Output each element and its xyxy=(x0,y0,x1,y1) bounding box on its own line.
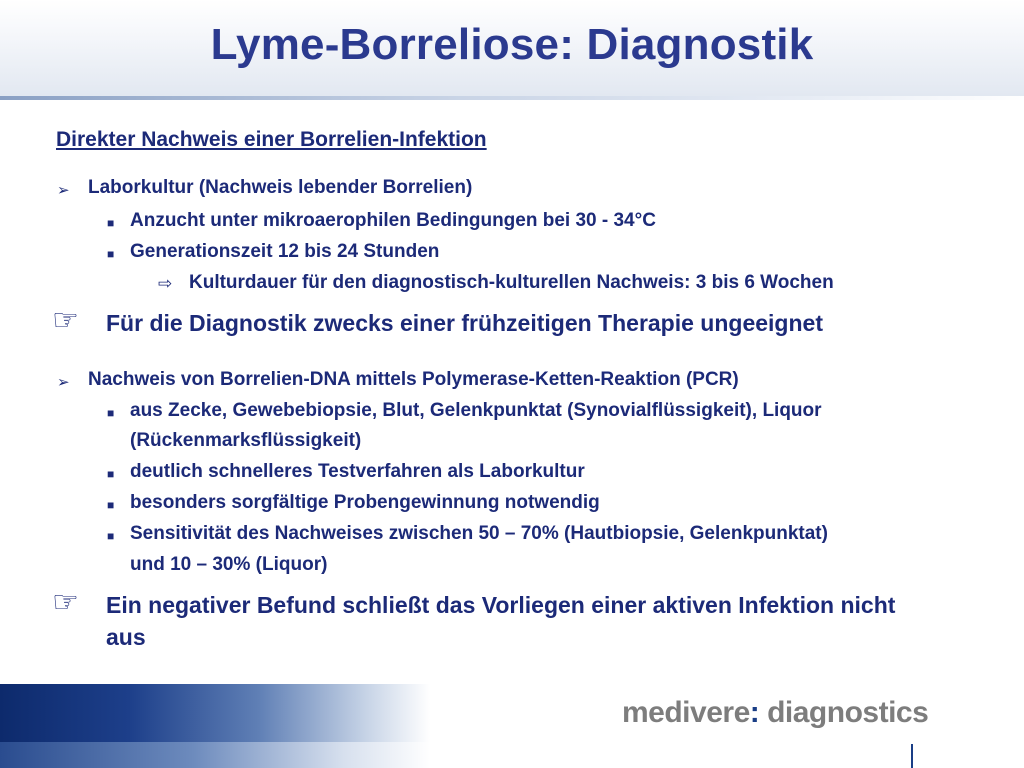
bullet-anzucht: Anzucht unter mikroaerophilen Bedingungen bei 30 - 34°C xyxy=(130,210,656,231)
logo-separator: : xyxy=(749,696,760,729)
note-negativer-befund-cont: aus xyxy=(106,624,146,650)
hollow-arrow-icon: ⇨ xyxy=(158,274,173,293)
arrowhead-icon: ➢ xyxy=(57,374,70,391)
bullet-sensitivitaet-cont: und 10 – 30% (Liquor) xyxy=(130,554,328,575)
arrowhead-icon: ➢ xyxy=(57,182,70,199)
note-ungeeignet: Für die Diagnostik zwecks einer frühzeitigen Therapie ungeeignet xyxy=(106,310,823,336)
footer-divider xyxy=(911,744,913,768)
square-bullet-icon: ■ xyxy=(107,498,115,512)
company-logo xyxy=(622,696,928,730)
pointing-hand-icon: ☞ xyxy=(52,304,79,337)
bullet-probenmaterial-cont: (Rückenmarksflüssigkeit) xyxy=(130,430,362,451)
header-divider xyxy=(0,96,1024,100)
bullet-generationszeit: Generationszeit 12 bis 24 Stunden xyxy=(130,241,440,262)
bullet-kulturdauer: Kulturdauer für den diagnostisch-kulturellen Nachweis: 3 bis 6 Wochen xyxy=(189,272,834,293)
bullet-schneller: deutlich schnelleres Testverfahren als Laborkultur xyxy=(130,461,585,482)
square-bullet-icon: ■ xyxy=(107,529,115,543)
logo-part2: diagnostics xyxy=(759,696,929,729)
square-bullet-icon: ■ xyxy=(107,216,115,230)
bullet-probenmaterial: aus Zecke, Gewebebiopsie, Blut, Gelenkpunktat (Synovialflüssigkeit), Liquor xyxy=(130,400,822,421)
footer-band-lower xyxy=(0,742,430,768)
bullet-pcr: Nachweis von Borrelien-DNA mittels Polymerase-Ketten-Reaktion (PCR) xyxy=(88,369,739,390)
logo-part1: medivere xyxy=(622,696,750,729)
section-heading: Direkter Nachweis einer Borrelien-Infektion xyxy=(56,128,487,151)
pointing-hand-icon: ☞ xyxy=(52,586,79,619)
bullet-probengewinnung: besonders sorgfältige Probengewinnung notwendig xyxy=(130,492,600,513)
bullet-laborkultur: Laborkultur (Nachweis lebender Borrelien) xyxy=(88,177,473,198)
square-bullet-icon: ■ xyxy=(107,467,115,481)
square-bullet-icon: ■ xyxy=(107,247,115,261)
footer-band xyxy=(0,684,430,742)
square-bullet-icon: ■ xyxy=(107,406,115,420)
bullet-sensitivitaet: Sensitivität des Nachweises zwischen 50 – 70% (Hautbiopsie, Gelenkpunktat) xyxy=(130,523,828,544)
slide-title: Lyme-Borreliose: Diagnostik xyxy=(210,20,814,69)
note-negativer-befund: Ein negativer Befund schließt das Vorliegen einer aktiven Infektion nicht xyxy=(106,592,896,618)
